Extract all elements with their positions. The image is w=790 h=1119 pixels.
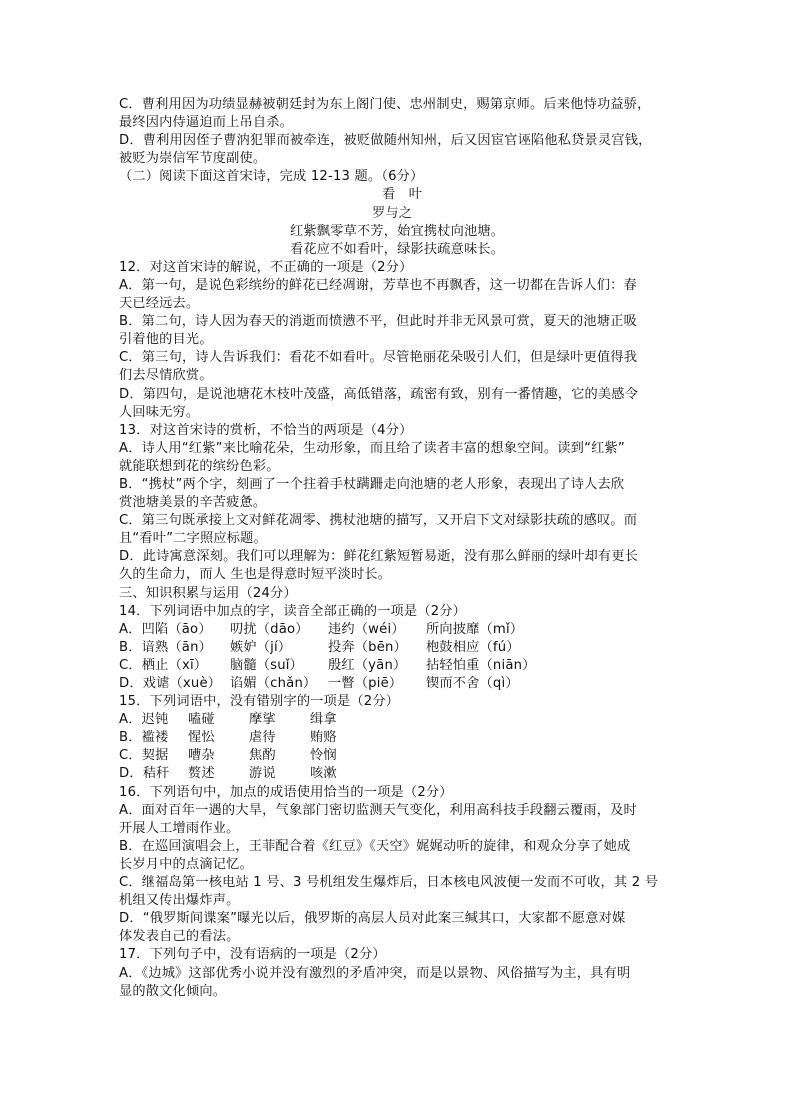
q15-option-item: B．褴褛 <box>119 730 169 746</box>
text-line: 赏池塘美景的辛苦疲惫。 <box>119 495 267 511</box>
question-14: 14．下列词语中加点的字，读音全部正确的一项是（2分） <box>119 603 467 619</box>
q15-option-item: C．契据 <box>119 748 169 764</box>
q15-option-row <box>119 765 679 783</box>
q15-option-item: 焦酌 <box>249 748 276 764</box>
text-line: 人回味无穷。 <box>119 404 200 420</box>
q14-option-item: B．谙熟（ān） <box>119 639 213 655</box>
q15-option-item: 贿赂 <box>310 730 337 746</box>
text-line: 长岁月中的点滴记忆。 <box>119 856 253 872</box>
q14-option-item: 脑髓（suǐ） <box>230 657 304 673</box>
q14-option-item: D．戏谑（xuè） <box>119 676 222 691</box>
q14-option-item: 嫉妒（jí） <box>230 639 292 655</box>
text-line: D．“俄罗斯间谍案”曝光以后，俄罗斯的高层人员对此案三缄其口，大家都不愿意对媒 <box>119 911 626 927</box>
q14-option-row <box>119 621 679 639</box>
poem-author: 罗与之 <box>372 205 413 221</box>
q14-option-item: 违约（wéi） <box>328 621 405 637</box>
q15-option-item: 赘述 <box>188 766 215 782</box>
text-line: B．第二句，诗人因为春天的消逝而愤懑不平，但此时并非无风景可赏，夏天的池塘正吸 <box>119 314 637 330</box>
q14-option-item: 拈轻怕重（niān） <box>426 657 536 673</box>
text-line: A．第一句，是说色彩缤纷的鲜花已经凋谢，芳草也不再飘香，这一切都在告诉人们：春 <box>119 277 637 293</box>
text-line: 被贬为崇信军节度副使。 <box>119 151 267 167</box>
q15-option-item: 摩挲 <box>249 712 276 728</box>
text-line: 体发表自己的看法。 <box>119 929 240 945</box>
q14-option-item: 投奔（bēn） <box>328 639 407 655</box>
text-line: 显的散文化倾向。 <box>119 983 227 999</box>
q15-option-item: 缉拿 <box>310 712 337 728</box>
q15-option-item: D．秸秆 <box>119 766 170 782</box>
question-17: 17．下列句子中，没有语病的一项是（2分） <box>119 947 386 963</box>
text-line: D．曹利用因侄子曹汭犯罪而被牵连，被贬做随州知州，后又因宦官诬陷他私贷景灵宫钱， <box>119 133 652 149</box>
text-line: C．第三句，诗人告诉我们：看花不如看叶。尽管艳丽花朵吸引人们，但是绿叶更值得我 <box>119 350 638 366</box>
q15-option-row <box>119 711 679 729</box>
text-line: 就能联想到花的缤纷色彩。 <box>119 458 280 474</box>
q14-option-row <box>119 675 679 693</box>
document-body <box>119 96 679 1001</box>
q14-option-item: 殷红（yān） <box>328 657 407 673</box>
q14-option-item: A．凹陷（āo） <box>119 621 212 637</box>
q15-option-item: 惺忪 <box>188 730 215 746</box>
q14-option-item: C．栖止（xī） <box>119 657 208 673</box>
text-line: C．继福岛第一核电站 1 号、3 号机组发生爆炸后，日本核电风波便一发而不可收，其 2 号 <box>119 875 659 891</box>
text-line: 最终因内侍逼迫而上吊自杀。 <box>119 115 294 131</box>
q15-option-item: 游说 <box>249 766 276 782</box>
text-line: 天已经远去。 <box>119 296 200 312</box>
text-line: 们去尽情欣赏。 <box>119 368 213 384</box>
q15-option-item: 咳漱 <box>310 766 337 782</box>
text-line: C．曹利用因为功绩显赫被朝廷封为东上阁门使、忠州制史，赐第京师。后来他恃功益骄， <box>119 97 651 112</box>
q15-option-item: 嗑碰 <box>188 712 215 728</box>
q14-option-item: 谄媚（chǎn） <box>230 676 317 691</box>
q14-option-item: 锲而不舍（qì） <box>426 676 519 691</box>
text-line: 且“看叶”二字照应标题。 <box>119 531 267 547</box>
question-15: 15．下列词语中，没有错别字的一项是（2分） <box>119 694 400 710</box>
q14-option-item: 所向披靡（mǐ） <box>426 621 524 637</box>
q15-option-item: A．迟钝 <box>119 712 169 728</box>
text-line: A．面对百年一遇的大旱，气象部门密切监测天气变化，利用高科技手段翻云覆雨，及时 <box>119 802 637 818</box>
text-line: D．此诗寓意深刻。我们可以理解为：鲜花红紫短暂易逝，没有那么鲜丽的绿叶却有更长 <box>119 549 639 565</box>
q15-option-item: 虐待 <box>249 730 276 746</box>
text-line: C．第三句既承接上文对鲜花凋零、携杖池塘的描写，又开启下文对绿影扶疏的感叹。而 <box>119 513 638 529</box>
q14-option-item: 一瞥（piē） <box>328 676 403 691</box>
text-line: 开展人工增雨作业。 <box>119 820 240 836</box>
q14-option-item: 枹鼓相应（fú） <box>426 639 520 655</box>
q14-option-row <box>119 639 679 657</box>
text-line: B．“携杖”两个字，刻画了一个拄着手杖蹒跚走向池塘的老人形象，表现出了诗人去欣 <box>119 476 625 492</box>
q14-option-row <box>119 657 679 675</box>
question-16: 16．下列语句中，加点的成语使用恰当的一项是（2分） <box>119 784 453 800</box>
section-heading: 三、知识积累与运用（24分） <box>119 585 297 601</box>
q14-option-item: 叨扰（dāo） <box>230 621 309 637</box>
text-line: 引着他的目光。 <box>119 332 213 348</box>
text-line: 久的生命力，而人 生也是得意时短平淡时长。 <box>119 567 392 583</box>
poem-line: 红紫飘零草不芳，始宜携杖向池塘。 <box>290 223 505 239</box>
text-line: A．《边城》这部优秀小说并没有激烈的矛盾冲突，而是以景物、风俗描写为主，具有明 <box>119 965 631 981</box>
poem-title: 看 叶 <box>382 187 423 203</box>
poem-line: 看花应不如看叶，绿影扶疏意味长。 <box>290 241 505 257</box>
text-line: 机组又传出爆炸声。 <box>119 893 240 909</box>
q15-option-row <box>119 747 679 765</box>
q15-option-item: 怜悯 <box>310 748 337 764</box>
text-line: A．诗人用“红紫”来比喻花朵，生动形象，而且给了读者丰富的想象空间。读到“红紫” <box>119 440 625 456</box>
question-12: 12．对这首宋诗的解说，不正确的一项是（2分） <box>119 259 413 275</box>
text-line: D．第四句，是说池塘花木枝叶茂盛，高低错落，疏密有致，别有一番情趣，它的美感令 <box>119 386 639 402</box>
text-line: B．在巡回演唱会上，王菲配合着《红豆》《天空》娓娓动听的旋律，和观众分享了她成 <box>119 838 631 854</box>
section-heading: （二）阅读下面这首宋诗，完成 12-13 题。（6分） <box>119 169 424 185</box>
q15-option-row <box>119 729 679 747</box>
q15-option-item: 嘈杂 <box>188 748 215 764</box>
question-13: 13．对这首宋诗的赏析，不恰当的两项是（4分） <box>119 422 413 438</box>
